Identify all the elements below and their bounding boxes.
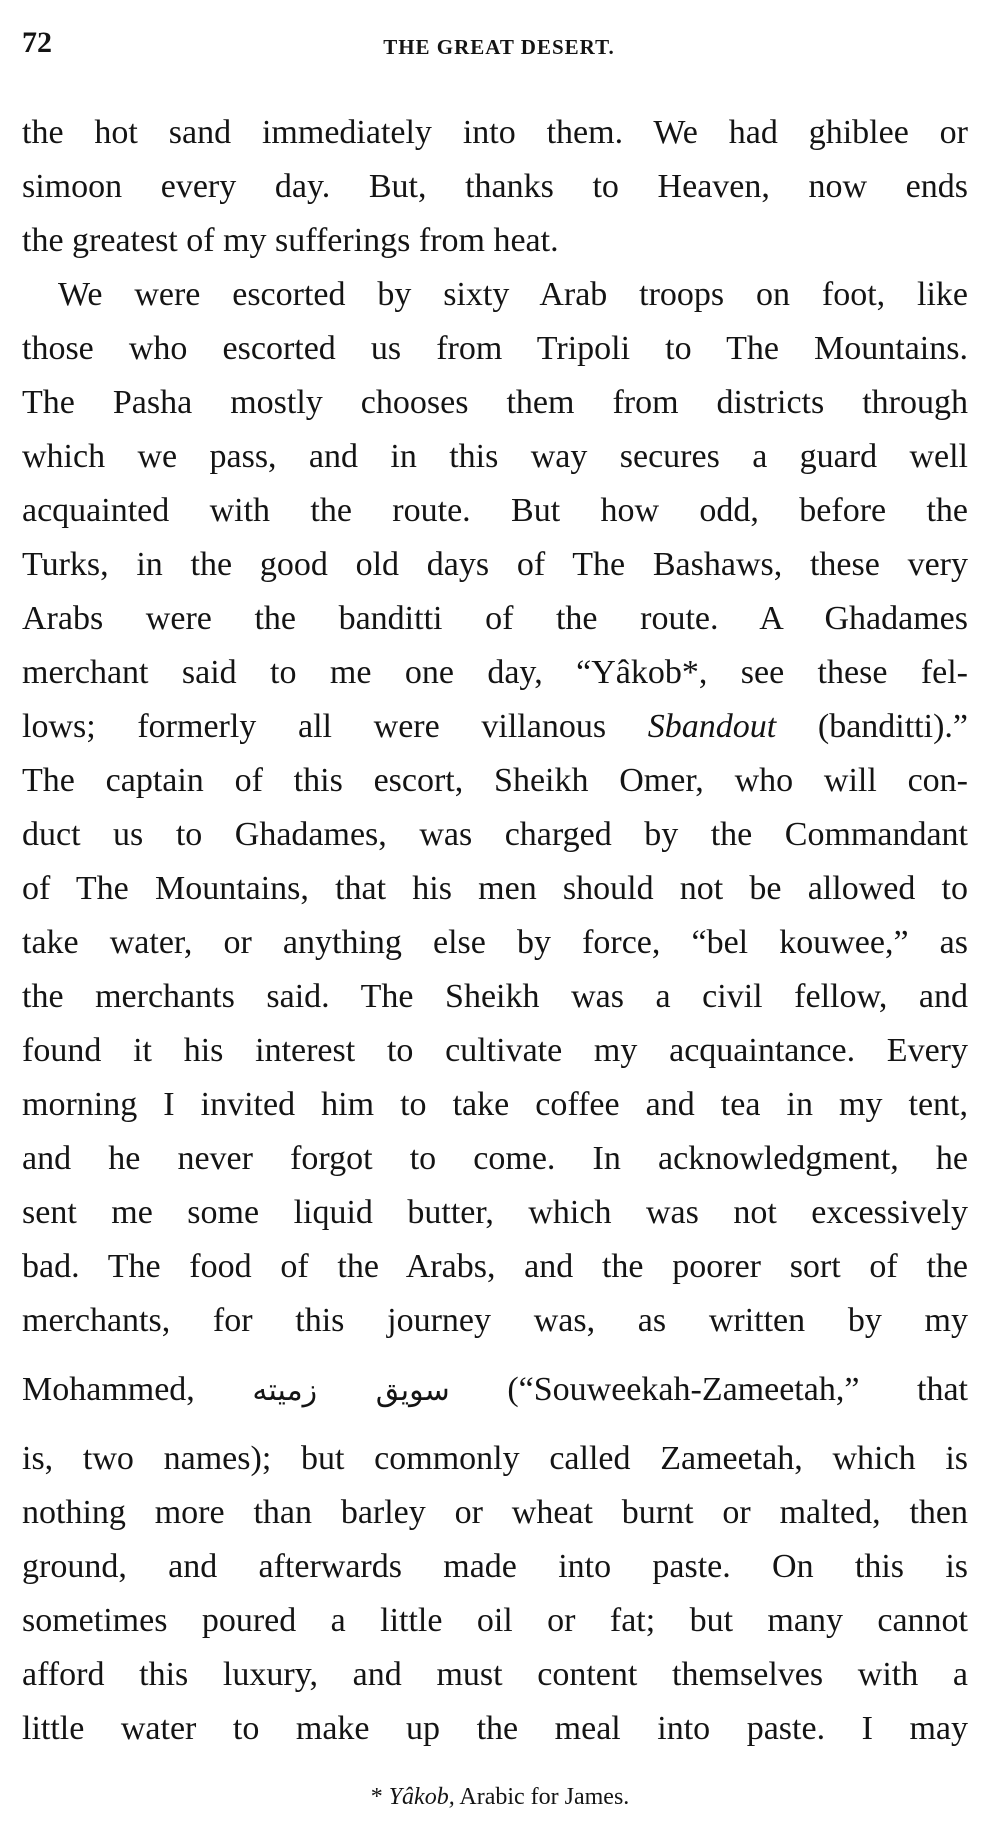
running-head [22,26,976,66]
text-line: morning I invited him to take coffee and tea in my tent, [22,1086,968,1123]
text-line: merchant said to me one day, “Yâkob*, see these fel- [22,654,968,691]
text-line [22,700,968,754]
arabic-script: سويق زميته [252,1373,450,1408]
text-line: the merchants said. The Sheikh was a civil fellow, and [22,978,968,1015]
text-line: bad. The food of the Arabs, and the poorer sort of the [22,1248,968,1285]
page-number: 72 [22,26,52,59]
text-line [22,1348,968,1432]
text-line: simoon every day. But, thanks to Heaven, now ends [22,168,968,205]
footnote-text: Arabic for James. [454,1784,630,1810]
text-line: duct us to Ghadames, was charged by the Commandant [22,816,968,853]
text-line: The Pasha mostly chooses them from districts through [22,384,968,421]
footnote [0,1784,1000,1811]
text-line: Turks, in the good old days of The Bashaws, these very [22,546,968,583]
text-line: sometimes poured a little oil or fat; but many cannot [22,1602,968,1639]
text-line: The captain of this escort, Sheikh Omer, who will con- [22,762,968,799]
text-line: take water, or anything else by force, “bel kouwee,” as [22,924,968,961]
footnote-term: Yâkob, [388,1784,455,1810]
text-run: lows; formerly all were villanous [22,708,648,745]
text-line: sent me some liquid butter, which was not excessively [22,1194,968,1231]
text-line: those who escorted us from Tripoli to The Mountains. [22,330,968,367]
text-line: merchants, for this journey was, as written by my [22,1302,968,1339]
text-line: ground, and afterwards made into paste. On this is [22,1548,968,1585]
text-line: Arabs were the banditti of the route. A Ghadames [22,600,968,637]
text-line: afford this luxury, and must content themselves with a [22,1656,968,1693]
text-line: is, two names); but commonly called Zameetah, which is [22,1440,968,1477]
text-line: of The Mountains, that his men should not be allowed to [22,870,968,907]
text-run: (banditti).” [776,708,968,745]
text-line: acquainted with the route. But how odd, before the [22,492,968,529]
text-line: the hot sand immediately into them. We had ghiblee or [22,114,968,151]
body-text [22,106,968,1756]
italic-term: Sbandout [647,708,777,745]
text-line: and he never forgot to come. In acknowledgment, he [22,1140,968,1177]
text-line: the greatest of my sufferings from heat. [22,222,559,259]
text-line: which we pass, and in this way secures a guard well [22,438,968,475]
text-run: (“Souweekah-Zameetah,” that [449,1371,968,1408]
text-line: We were escorted by sixty Arab troops on foot, like [58,276,968,313]
text-line: nothing more than barley or wheat burnt or malted, then [22,1494,968,1531]
footnote-marker: * [370,1784,389,1810]
text-line: found it his interest to cultivate my acquaintance. Every [22,1032,968,1069]
text-line: little water to make up the meal into paste. I may [22,1710,968,1747]
text-run: Mohammed, [22,1371,253,1408]
running-title: THE GREAT DESERT. [383,35,615,59]
